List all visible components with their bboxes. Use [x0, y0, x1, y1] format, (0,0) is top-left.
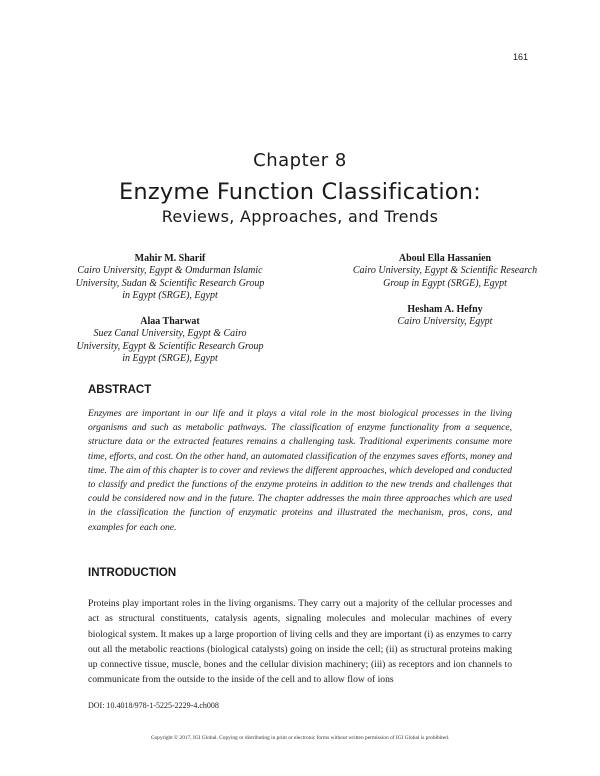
introduction-heading: INTRODUCTION — [88, 567, 177, 579]
author-name: Alaa Tharwat — [140, 316, 200, 327]
author-affiliation-line: Group in Egypt (SRGE), Egypt — [383, 277, 507, 289]
abstract-heading: ABSTRACT — [88, 384, 152, 396]
author-affiliation-line: in Egypt (SRGE), Egypt — [122, 353, 218, 364]
author-block — [45, 316, 295, 366]
author-affiliation-line: Cairo University, Egypt & Omdurman Islamic — [77, 265, 263, 276]
copyright-notice: Copyright © 2017, IGI Global. Copying or distributing in print or electronic forms without written permission of IGI Global is prohibited. — [150, 735, 450, 741]
author-name: Hesham A. Hefny — [407, 304, 483, 315]
author-affiliation-line: University, Sudan & Scientific Research Group — [75, 277, 265, 289]
introduction-text: Proteins play important roles in the living organisms. They carry out a majority of the cellular processes and act as structural constituents, catalysis agents, signaling molecules and molecular machines of every biological system. It makes up a large proportion of living cells and they are important (i) as enzymes to carry out all the metabolic reactions (biological catalysts) going on inside the cell; (ii) as structural proteins making up connective tissue, muscle, bones and the cellular division machinery; (iii) as receptors and ion channels to communicate from the outside to the inside of the cell and to allow flow of ions — [88, 598, 512, 686]
doi: DOI: 10.4018/978-1-5225-2229-4.ch008 — [88, 701, 219, 710]
author-block — [320, 304, 570, 329]
author-affiliation-line: Cairo University, Egypt & Scientific Research — [352, 265, 538, 276]
author-name: Aboul Ella Hassanien — [398, 253, 492, 264]
chapter-label: Chapter 8 — [253, 150, 347, 171]
abstract-text: Enzymes are important in our life and it plays a vital role in the most biological processes in the living organisms and such as metabolic pathways. The classification of enzyme functionality from a sequence, structure data or the extracted features remains a challenging task. Traditional experiments consume more time, efforts, and cost. On the other hand, an automated classification of the enzymes saves efforts, money and time. The aim of this chapter is to cover and reviews the different approaches, which developed and conducted to classify and predict the functions of the enzyme proteins in addition to the new trends and challenges that could be considered now and in the future. The chapter addresses the main three approaches which are used in the classification the function of enzymatic proteins and illustrated the mechanism, pros, cons, and examples for each one. — [88, 408, 512, 533]
author-affiliation-line: Cairo University, Egypt — [397, 316, 493, 327]
author-name: Mahir M. Sharif — [134, 253, 206, 264]
author-affiliation-line: Suez Canal University, Egypt & Cairo — [93, 328, 247, 339]
chapter-title: Enzyme Function Classification: — [118, 179, 482, 205]
author-affiliation-line: in Egypt (SRGE), Egypt — [122, 290, 218, 301]
author-affiliation-line: University, Egypt & Scientific Research Group — [76, 340, 264, 352]
chapter-subtitle: Reviews, Approaches, and Trends — [161, 207, 439, 226]
page-number: 161 — [513, 52, 529, 62]
author-block — [320, 253, 570, 290]
author-block — [45, 253, 295, 303]
